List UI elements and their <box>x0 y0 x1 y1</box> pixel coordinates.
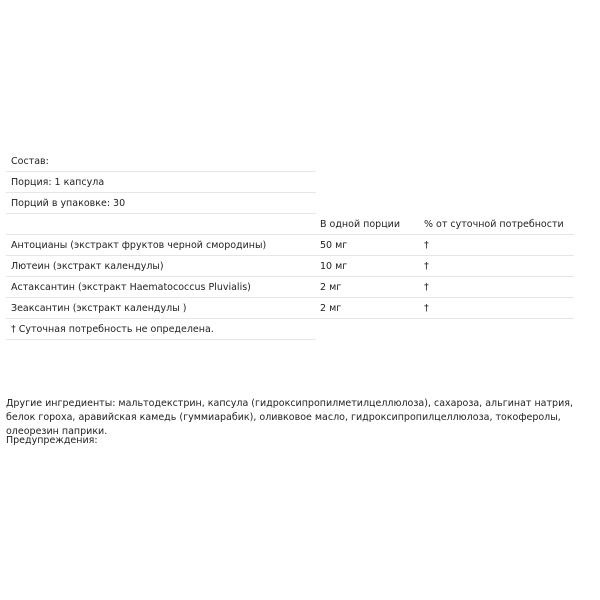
facts-title: Состав: <box>11 156 49 167</box>
other-ingredients: Другие ингредиенты: мальтодекстрин, капсула (гидроксипропилметилцеллюлоза), сахароза, альгинат натрия, белок гороха, аравийская камедь (гуммиарабик), оливковое масло, гидроксипропилцеллюлоза, токоферолы, олеорезин паприки. <box>6 398 573 437</box>
servings-per-container-row <box>6 193 574 214</box>
serving-size-row <box>6 172 574 193</box>
ingredient-daily-value: † <box>424 261 429 272</box>
ingredient-amount: 10 мг <box>320 261 348 272</box>
ingredient-amount: 2 мг <box>320 303 342 314</box>
ingredient-amount: 50 мг <box>320 240 348 251</box>
ingredient-name: Лютеин (экстракт календулы) <box>11 261 164 272</box>
ingredient-name: Зеаксантин (экстракт календулы ) <box>11 303 187 314</box>
ingredient-daily-value: † <box>424 240 429 251</box>
footnote-row <box>6 319 574 340</box>
table-row <box>6 235 574 256</box>
supplement-facts-table <box>6 151 574 340</box>
daily-value-column-header: % от суточной потребности <box>424 219 564 230</box>
warnings-label: Предупреждения: <box>6 435 98 446</box>
daily-value-footnote: † Суточная потребность не определена. <box>11 324 214 335</box>
serving-size: Порция: 1 капсула <box>11 177 105 188</box>
ingredient-name: Антоцианы (экстракт фруктов черной смородины) <box>11 240 267 251</box>
column-header-row <box>6 214 574 235</box>
ingredient-daily-value: † <box>424 282 429 293</box>
servings-per-container: Порций в упаковке: 30 <box>11 198 126 209</box>
ingredient-name: Астаксантин (экстракт Haematococcus Pluvialis) <box>11 282 251 293</box>
facts-title-row <box>6 151 574 172</box>
table-row <box>6 298 574 319</box>
table-row <box>6 256 574 277</box>
amount-column-header: В одной порции <box>320 219 401 230</box>
table-row <box>6 277 574 298</box>
ingredient-daily-value: † <box>424 303 429 314</box>
ingredient-amount: 2 мг <box>320 282 342 293</box>
